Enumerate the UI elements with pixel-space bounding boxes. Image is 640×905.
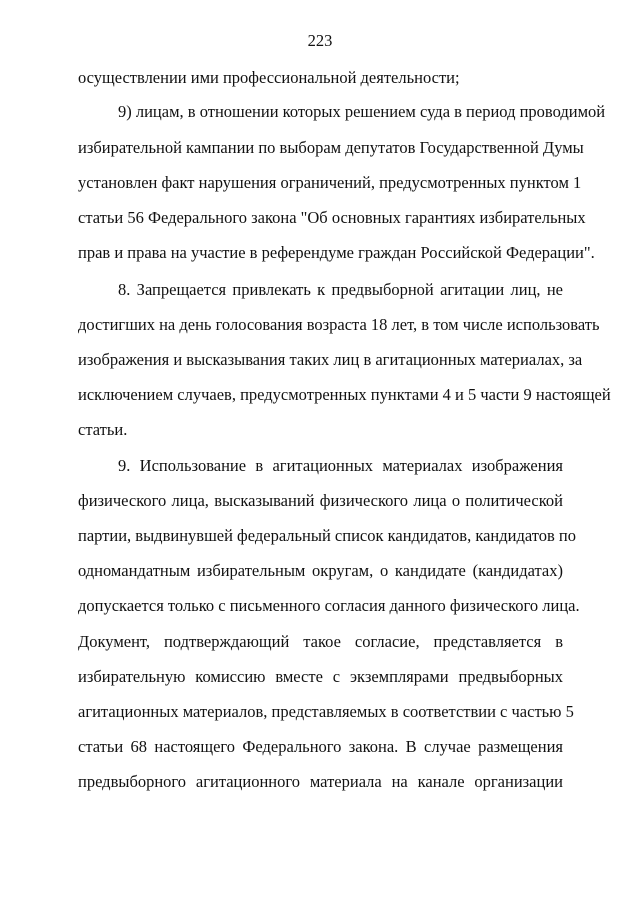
text-line: изображения и высказывания таких лиц в агитационных материалах, за [78,350,583,369]
page-number: 223 [307,31,333,50]
text-line: предвыборного агитационного материала на канале организации [78,772,563,791]
text-line: достигших на день голосования возраста 18 лет, в том числе использовать [78,315,600,334]
text-line: 9) лицам, в отношении которых решением суда в период проводимой [118,102,606,121]
text-line: установлен факт нарушения ограничений, предусмотренных пунктом 1 [78,173,582,192]
text-line: Документ, подтверждающий такое согласие, представляется в [78,632,563,651]
text-line: избирательной кампании по выборам депутатов Государственной Думы [78,138,584,157]
text-line: допускается только с письменного согласия данного физического лица. [78,596,580,615]
text-line: исключением случаев, предусмотренных пунктами 4 и 5 части 9 настоящей [78,385,611,404]
text-line: 8. Запрещается привлекать к предвыборной агитации лиц, не [118,280,563,299]
text-line: прав и права на участие в референдуме граждан Российской Федерации". [78,243,595,262]
text-line: агитационных материалов, представляемых в соответствии с частью 5 [78,702,574,721]
text-line: партии, выдвинувшей федеральный список кандидатов, кандидатов по [78,526,577,545]
text-line: избирательную комиссию вместе с экземплярами предвыборных [78,667,563,686]
text-line: физического лица, высказываний физического лица о политической [78,491,563,510]
text-line: одномандатным избирательным округам, о кандидате (кандидатах) [78,561,563,580]
text-line: статьи 68 настоящего Федерального закона. В случае размещения [78,737,563,756]
text-line: 9. Использование в агитационных материалах изображения [118,456,563,475]
text-line: статьи 56 Федерального закона "Об основных гарантиях избирательных [78,208,586,227]
text-line: осуществлении ими профессиональной деятельности; [78,68,460,87]
text-line: статьи. [78,420,128,439]
